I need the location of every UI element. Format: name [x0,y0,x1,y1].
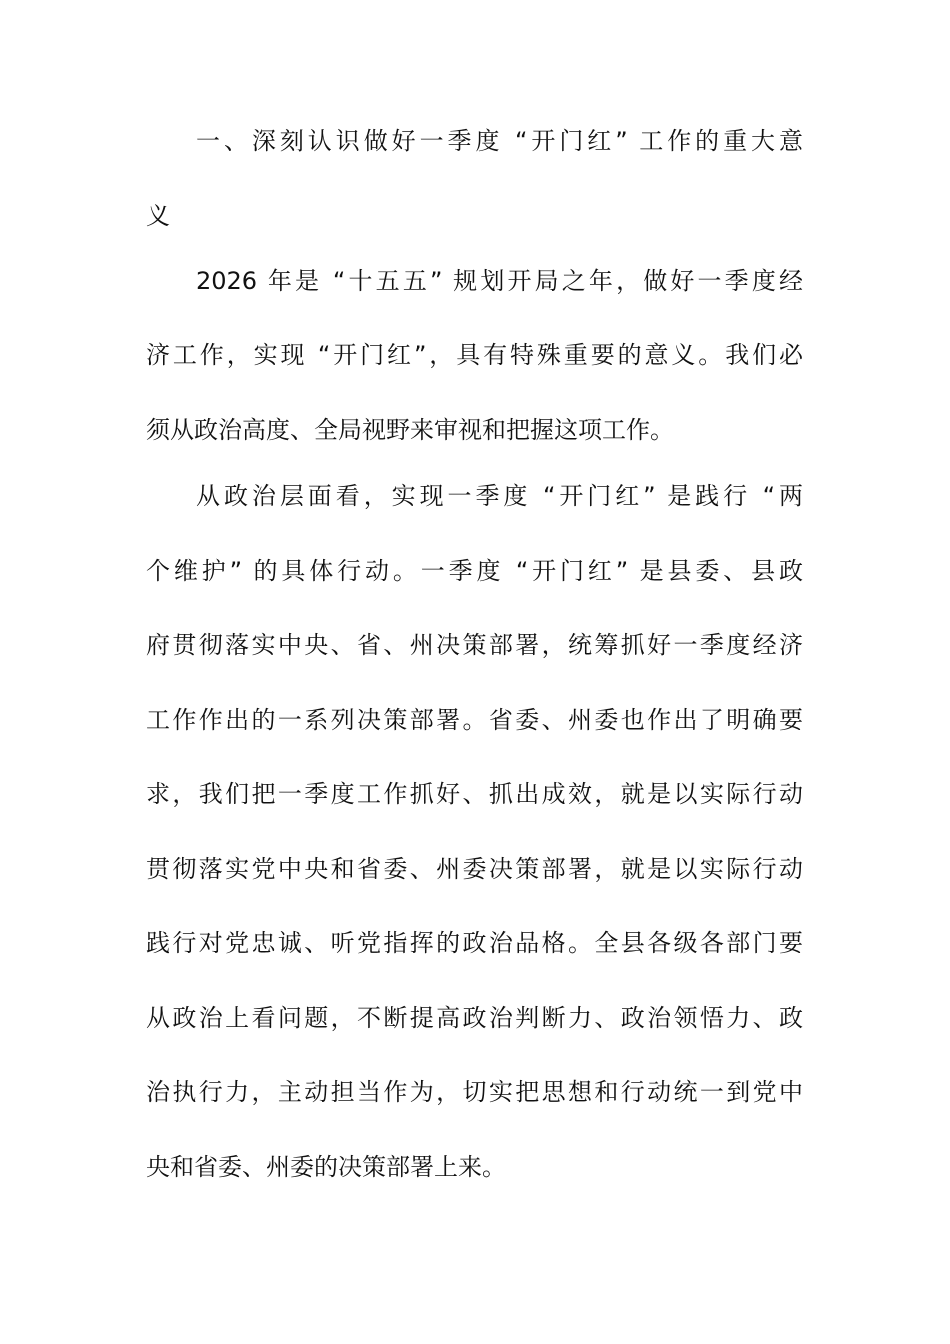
paragraph-2-line-1: 从政治层面看，实现一季度 “开门红” 是践行 “两 [196,482,803,510]
paragraph-2-line-3: 府贯彻落实中央、省、州决策部署，统筹抓好一季度经济 [146,631,803,659]
paragraph-2-line-9: 治执行力，主动担当作为，切实把思想和行动统一到党中 [146,1078,803,1106]
paragraph-2-line-4: 工作作出的一系列决策部署。省委、州委也作出了明确要 [146,706,803,734]
paragraph-2-line-7: 践行对党忠诚、听党指挥的政治品格。全县各级各部门要 [146,929,803,957]
section-heading-line-2: 义 [146,202,170,230]
paragraph-2-line-8: 从政治上看问题，不断提高政治判断力、政治领悟力、政 [146,1004,803,1032]
paragraph-2-line-5: 求，我们把一季度工作抓好、抓出成效，就是以实际行动 [146,780,803,808]
paragraph-1-line-1: 2026 年是 “十五五” 规划开局之年，做好一季度经 [196,267,803,295]
paragraph-1-line-2: 济工作，实现 “开门红”，具有特殊重要的意义。我们必 [146,341,803,369]
paragraph-2-line-10: 央和省委、州委的决策部署上来。 [146,1153,506,1181]
paragraph-2-line-2: 个维护” 的具体行动。一季度 “开门红” 是县委、县政 [146,557,803,585]
paragraph-2-line-6: 贯彻落实党中央和省委、州委决策部署，就是以实际行动 [146,855,803,883]
section-heading-line-1: 一、深刻认识做好一季度 “开门红” 工作的重大意 [196,127,803,155]
paragraph-1-line-3: 须从政治高度、全局视野来审视和把握这项工作。 [146,416,674,444]
